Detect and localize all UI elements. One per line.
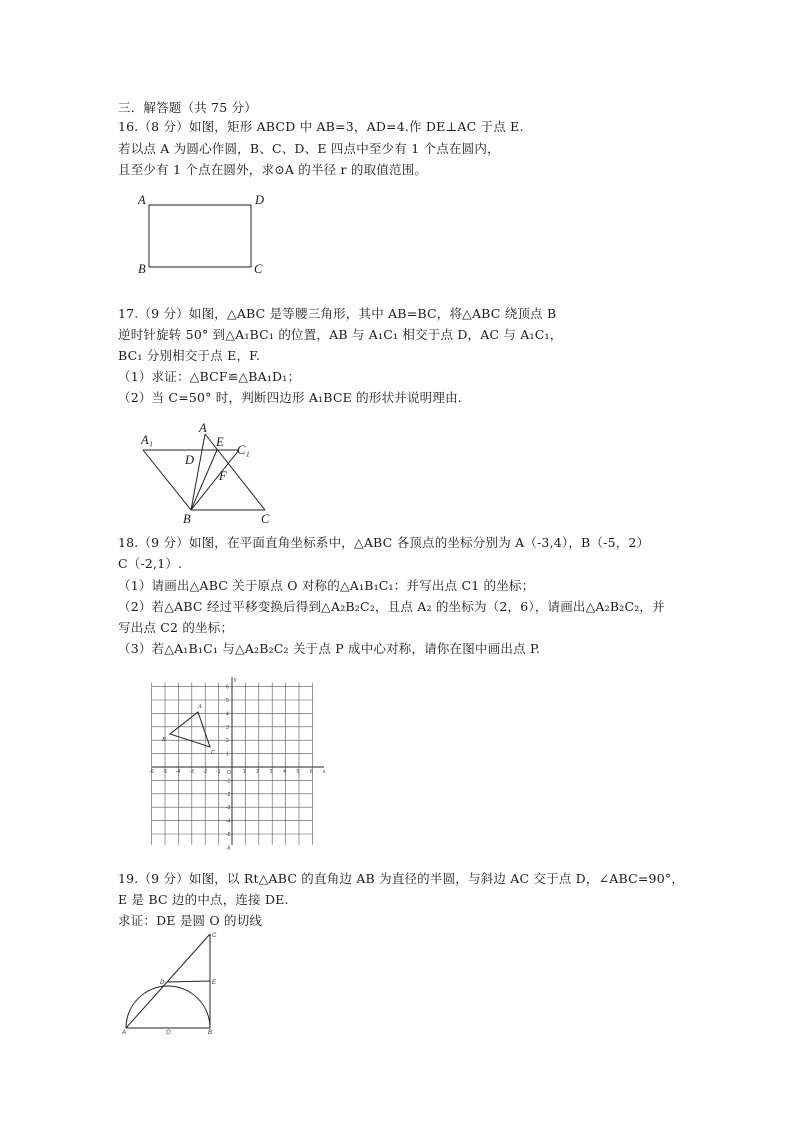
y-tick-label: -2 bbox=[226, 791, 231, 798]
x-tick-label: 3 bbox=[269, 769, 273, 775]
y-tick-label: -5 bbox=[226, 832, 231, 838]
q16-line3: 且至少有 1 个点在圆外，求⊙A 的半径 r 的取值范围。 bbox=[118, 162, 428, 177]
q16-rectangle-figure bbox=[133, 190, 273, 280]
label-c: C bbox=[254, 262, 263, 276]
y-tick-label: 1 bbox=[226, 751, 229, 758]
section-header: 三．解答题（共 75 分） bbox=[118, 100, 257, 115]
label-f: F bbox=[219, 469, 227, 483]
q18-line2: C（-2,1）. bbox=[118, 556, 183, 571]
y-tick-label: 2 bbox=[226, 738, 229, 745]
x-tick-label: 4 bbox=[283, 769, 286, 775]
q16-line2: 若以点 A 为圆心作圆，B、C、D、E 四点中至少有 1 个点在圆内， bbox=[118, 141, 500, 156]
x-tick-label: -6 bbox=[149, 769, 154, 775]
q19-semicircle-figure bbox=[120, 928, 230, 1038]
x-tick-label: -1 bbox=[216, 769, 221, 775]
q17-part1: （1）求证：△BCF≌△BA₁D₁； bbox=[118, 369, 301, 384]
q17-line3: BC₁ 分别相交于点 E，F. bbox=[118, 348, 261, 363]
semicircle bbox=[126, 986, 210, 1028]
q18-part2-cont: 写出点 C2 的坐标； bbox=[118, 620, 234, 635]
y-tick-label: -3 bbox=[226, 805, 231, 812]
segment-de bbox=[167, 981, 210, 982]
q17-rotation-figure bbox=[135, 420, 295, 530]
label-o: O bbox=[166, 1030, 171, 1036]
label-a: A bbox=[198, 704, 202, 710]
label-c: C bbox=[211, 750, 216, 756]
label-c1: C₁ bbox=[237, 443, 250, 457]
x-tick-label: 1 bbox=[242, 769, 246, 775]
label-b: B bbox=[162, 737, 166, 743]
y-tick-label: -1 bbox=[226, 778, 231, 785]
label-b: B bbox=[183, 512, 191, 526]
label-c: C bbox=[212, 933, 217, 939]
x-tick-label: -5 bbox=[162, 769, 167, 775]
label-a: A bbox=[122, 1030, 127, 1036]
label-a: A bbox=[199, 421, 207, 435]
label-b: B bbox=[138, 262, 146, 276]
label-o: O bbox=[227, 770, 231, 776]
rectangle-abcd bbox=[149, 205, 251, 267]
q17-part2: （2）当 C=50° 时，判断四边形 A₁BCE 的形状并说明理由. bbox=[118, 390, 462, 405]
triangle-abc bbox=[170, 712, 210, 747]
label-x: x bbox=[323, 769, 326, 775]
y-tick-label: 5 bbox=[226, 698, 229, 704]
q19-line3: 求证：DE 是圆 O 的切线 bbox=[118, 913, 263, 928]
label-e: E bbox=[216, 435, 224, 449]
x-tick-label: 2 bbox=[256, 769, 260, 775]
q19-line1: 19.（9 分）如图，以 Rt△ABC 的直角边 AB 为直径的半圆，与斜边 AC 交于点 D，∠ABC=90°， bbox=[118, 871, 685, 886]
q16-line1: 16.（8 分）如图，矩形 ABCD 中 AB=3，AD=4.作 DE⊥AC 于点 E. bbox=[118, 119, 524, 134]
y-tick-label: -6 bbox=[226, 845, 231, 852]
label-d: D bbox=[160, 980, 165, 986]
label-b: B bbox=[208, 1030, 213, 1036]
label-e: E bbox=[212, 980, 217, 986]
label-d: D bbox=[185, 453, 195, 467]
x-tick-label: 6 bbox=[309, 769, 313, 775]
y-tick-label: 4 bbox=[226, 711, 229, 718]
label-a: A bbox=[138, 193, 146, 207]
q18-part1: （1）请画出△ABC 关于原点 O 对称的△A₁B₁C₁：并写出点 C1 的坐标； bbox=[118, 578, 535, 593]
x-tick-label: -3 bbox=[189, 769, 194, 775]
q17-line1: 17.（9 分）如图，△ABC 是等腰三角形，其中 AB=BC，将△ABC 绕顶点 B bbox=[118, 306, 557, 321]
x-tick-label: -4 bbox=[175, 769, 181, 775]
label-c: C bbox=[261, 512, 270, 526]
label-d: D bbox=[255, 193, 265, 207]
y-tick-label: 3 bbox=[226, 724, 229, 731]
x-tick-label: 5 bbox=[296, 769, 300, 775]
label-a1: A₁ bbox=[141, 433, 153, 447]
y-tick-label: 6 bbox=[226, 684, 229, 691]
q17-line2: 逆时针旋转 50° 到△A₁BC₁ 的位置，AB 与 A₁C₁ 相交于点 D，AC 与 A₁C₁， bbox=[118, 327, 563, 342]
q18-line1: 18.（9 分）如图，在平面直角坐标系中，△ABC 各顶点的坐标分别为 A（-3,4），B（-5，2） bbox=[118, 535, 650, 550]
x-tick-label: -2 bbox=[202, 769, 208, 775]
y-tick-label: -4 bbox=[226, 818, 231, 825]
q18-part3: （3）若△A₁B₁C₁ 与△A₂B₂C₂ 关于点 P 成中心对称，请你在图中画出点 P. bbox=[118, 641, 541, 656]
q18-part2: （2）若△ABC 经过平移变换后得到△A₂B₂C₂，且点 A₂ 的坐标为（2，6），请画出△A₂B₂C₂，并 bbox=[118, 599, 665, 614]
q19-line2: E 是 BC 边的中点，连接 DE. bbox=[118, 892, 289, 907]
label-y: y bbox=[234, 677, 237, 683]
q18-coordinate-grid bbox=[146, 675, 326, 855]
